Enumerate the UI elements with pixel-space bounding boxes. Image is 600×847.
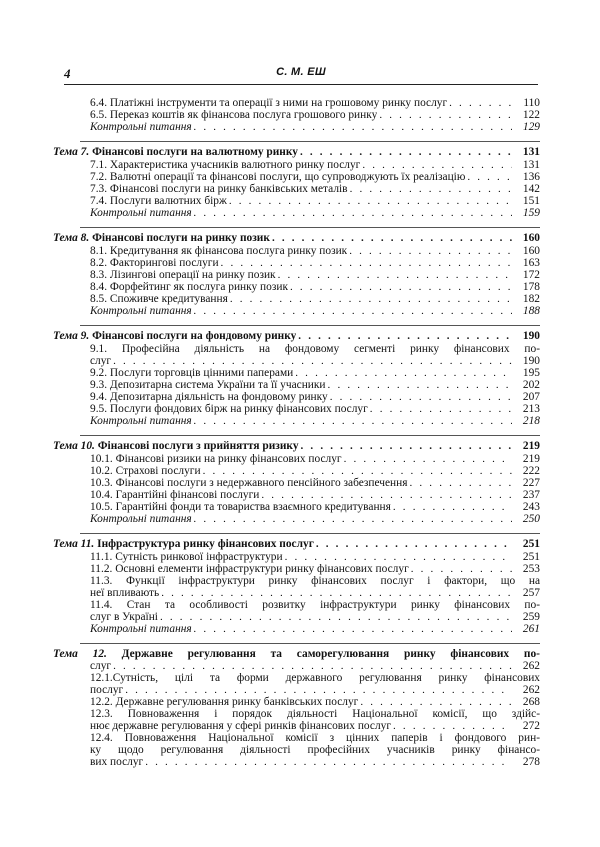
dot-leader (194, 415, 512, 427)
toc-page-number: 262 (522, 660, 540, 672)
toc-entry-title (53, 440, 299, 452)
toc-entry-title (90, 367, 293, 379)
toc-entry-title (53, 538, 314, 550)
toc-entry-title (90, 623, 192, 635)
toc-entry-text: 9.3. Депозитарна система України та її учасники (90, 379, 326, 391)
toc-entry-text: Інфраструктура ринку фінансових послуг (97, 538, 314, 550)
toc-chapter-block (53, 643, 540, 771)
toc-page-number: 261 (522, 623, 540, 635)
toc-section-entry[interactable] (80, 587, 540, 599)
toc-chapter-label: Тема 12. (53, 648, 107, 660)
toc-entry-title (90, 305, 192, 317)
dot-leader (113, 660, 512, 672)
toc-entry-text: Фінансові послуги на валютному ринку (92, 146, 298, 158)
toc-page-number: 190 (522, 330, 540, 342)
toc-page-number: 222 (522, 465, 540, 477)
toc-chapter-block (53, 325, 540, 430)
toc-entry-text: 8.1. Кредитування як фінансова послуга ринку позик (90, 245, 348, 257)
toc-section-entry[interactable] (80, 281, 540, 293)
toc-entry-text: слуг (90, 355, 112, 367)
toc-entry-text: 9.1. Професійна діяльність на фондовому сегменті ринку фінансових по- (90, 343, 540, 355)
toc-entry-line (80, 575, 540, 587)
toc-page-number: 172 (522, 269, 540, 281)
dot-leader (467, 171, 512, 183)
toc-page-number: 251 (522, 538, 540, 550)
dot-leader (221, 257, 512, 269)
toc-entry-text: 11.2. Основні елементи інфраструктури ринку фінансових послуг (90, 563, 409, 575)
dot-leader (360, 696, 512, 708)
dot-leader (298, 330, 512, 342)
toc-entry-text: 11.3. Функції інфраструктури ринку фінансових послуг і фактори, що на (90, 575, 540, 587)
toc-page-number: 129 (522, 121, 540, 133)
toc-chapter-entry[interactable] (53, 440, 540, 452)
toc-chapter-entry[interactable] (53, 232, 540, 244)
toc-entry-text: 8.4. Форфейтинг як послуга ринку позик (90, 281, 288, 293)
dot-leader (370, 403, 512, 415)
toc-entry-text: 7.2. Валютні операції та фінансові послуги, що супроводжують їх реалізацію (90, 171, 466, 183)
toc-page-number: 259 (522, 611, 540, 623)
toc-entry-title (90, 453, 342, 465)
page-number: 4 (64, 66, 71, 81)
dot-leader (145, 756, 512, 768)
toc-page-number: 218 (522, 415, 540, 427)
toc-entry-text: 10.4. Гарантійні фінансові послуги (90, 489, 260, 501)
toc-entry-text: 6.5. Переказ коштів як фінансова послуга грошового ринку (90, 109, 378, 121)
toc-entry-title (53, 330, 296, 342)
toc-entry-title (90, 281, 288, 293)
toc-entry-text: Фінансові послуги на ринку позик (92, 232, 270, 244)
toc-section-entry[interactable] (80, 183, 540, 195)
dot-leader (350, 183, 512, 195)
toc-entry-title (90, 551, 283, 563)
toc-section-entry[interactable] (80, 403, 540, 415)
toc-section-entry[interactable] (80, 501, 540, 513)
dot-leader (290, 281, 512, 293)
toc-entry-text: Контрольні питання (90, 513, 192, 525)
toc-section-entry[interactable] (80, 489, 540, 501)
toc-chapter-title (53, 648, 540, 660)
toc-page-number: 131 (522, 159, 540, 171)
dot-leader (301, 440, 512, 452)
toc-entry-text: 11.1. Сутність ринкової інфраструктури (90, 551, 283, 563)
dot-leader (316, 538, 512, 550)
dot-leader (194, 513, 512, 525)
dot-leader (272, 232, 512, 244)
toc-entry-title (90, 97, 447, 109)
toc-section-entry[interactable] (80, 696, 540, 708)
toc-page-number: 122 (522, 109, 540, 121)
toc-chapter-label: Тема 8. (53, 232, 90, 244)
toc-review-questions-entry[interactable] (80, 513, 540, 525)
toc-entry-text: Фінансові послуги з прийняття ризику (97, 440, 299, 452)
toc-entry-text: 10.2. Страхові послуги (90, 465, 201, 477)
toc-page-number: 190 (522, 355, 540, 367)
toc-section-entry[interactable] (80, 293, 540, 305)
toc-entry-text: 11.4. Стан та особливості розвитку інфраструктури ринку фінансових по- (90, 599, 540, 611)
toc-section-entry[interactable] (80, 171, 540, 183)
toc-chapter-block (53, 141, 540, 222)
toc-entry-title (90, 403, 368, 415)
toc-entry-text: Контрольні питання (90, 305, 192, 317)
toc-entry-text: 8.5. Споживче кредитування (90, 293, 228, 305)
toc-entry-text: 7.4. Послуги валютних бірж (90, 195, 227, 207)
toc-page-number: 250 (522, 513, 540, 525)
dot-leader (300, 146, 512, 158)
dot-leader (393, 501, 512, 513)
toc-section-entry[interactable] (80, 355, 540, 367)
toc-entry-text: 12.3. Повноваження і порядок діяльності Національної комісії, що здійс- (90, 708, 540, 720)
toc-section-entry[interactable] (80, 477, 540, 489)
dot-leader (194, 207, 512, 219)
toc-entry-title (90, 257, 219, 269)
toc-page-number: 237 (522, 489, 540, 501)
toc-chapter-label: Тема 11. (53, 538, 95, 550)
toc-entry-line (80, 732, 540, 744)
toc-entry-text: Державне регулювання та саморегулювання ринку фінансових по- (121, 648, 540, 660)
toc-entry-text: 9.2. Послуги торговців цінними паперами (90, 367, 294, 379)
toc-entry-title (90, 489, 259, 501)
dot-leader (261, 489, 512, 501)
toc-section-entry[interactable] (80, 391, 540, 403)
dot-leader (379, 109, 512, 121)
toc-entry-title (90, 696, 358, 708)
toc-page-number: 159 (522, 207, 540, 219)
toc-entry-text: ку щодо регулювання діяльності професійних учасників ринку фінансо- (90, 744, 540, 756)
toc-page-number: 131 (522, 146, 540, 158)
toc-entry-text: Контрольні питання (90, 415, 192, 427)
toc-page-number: 136 (522, 171, 540, 183)
toc-page-number: 178 (522, 281, 540, 293)
toc-entry-title (90, 159, 360, 171)
toc-entry-title (90, 195, 227, 207)
toc-chapter-entry[interactable] (53, 146, 540, 158)
toc-section-entry[interactable] (80, 245, 540, 257)
toc-entry-title (90, 121, 192, 133)
toc-chapter-entry[interactable] (53, 330, 540, 342)
toc-page-number: 213 (522, 403, 540, 415)
dot-leader (194, 305, 512, 317)
toc-entry-line (80, 672, 540, 684)
dot-leader (349, 245, 512, 257)
toc-entry-text: 10.1. Фінансові ризики на ринку фінансових послуг (90, 453, 342, 465)
toc-entry-title (90, 587, 159, 599)
toc-review-questions-entry[interactable] (80, 623, 540, 635)
running-head-author: С. М. ЕШ (276, 66, 326, 78)
toc-entry-line (80, 708, 540, 720)
toc-review-questions-entry[interactable] (80, 305, 540, 317)
dot-leader (393, 720, 512, 732)
dot-leader (125, 684, 512, 696)
toc-entry-title (90, 611, 158, 623)
toc-section-entry[interactable] (80, 195, 540, 207)
toc-page-number: 219 (522, 440, 540, 452)
toc-entry-title (90, 501, 391, 513)
toc-entry-title (90, 379, 326, 391)
dot-leader (285, 551, 512, 563)
toc-page-number: 257 (522, 587, 540, 599)
toc-page-number: 243 (522, 501, 540, 513)
toc-entry-text: 6.4. Платіжні інструменти та операції з ними на грошовому ринку послуг (90, 97, 448, 109)
toc-entry-text: 8.2. Факторингові послуги (90, 257, 219, 269)
dot-leader (194, 121, 512, 133)
toc-review-questions-entry[interactable] (80, 415, 540, 427)
toc-entry-line (80, 599, 540, 611)
toc-entry-text: послуг (90, 684, 124, 696)
toc-entry-title (90, 293, 228, 305)
toc-entry-text: 10.5. Гарантійні фонди та товариства взаємного кредитування (90, 501, 391, 513)
toc-page-number: 110 (523, 97, 540, 109)
toc-entry-title (90, 660, 111, 672)
toc-entry-title (90, 391, 328, 403)
dot-leader (344, 453, 512, 465)
toc-entry-title (90, 684, 123, 696)
dot-leader (160, 611, 512, 623)
toc-entry-text: 12.1.Сутність, цілі та форми державного регулювання ринку фінансових (90, 672, 540, 684)
toc-section-entry[interactable] (80, 97, 540, 109)
toc-page-number: 182 (522, 293, 540, 305)
toc-review-questions-entry[interactable] (80, 207, 540, 219)
toc-section-entry[interactable] (80, 109, 540, 121)
toc-section-entry[interactable] (80, 269, 540, 281)
toc-entry-title (53, 146, 298, 158)
toc-entry-text: 9.5. Послуги фондових бірж на ринку фінансових послуг (90, 403, 368, 415)
toc-chapter-label: Тема 7. (53, 146, 90, 158)
toc-entry-title (90, 245, 347, 257)
toc-page-number: 202 (522, 379, 540, 391)
dot-leader (278, 269, 512, 281)
toc-section-entry[interactable] (80, 611, 540, 623)
toc-entry-title (53, 232, 270, 244)
toc-chapter-block (53, 533, 540, 638)
toc-entry-text: Контрольні питання (90, 623, 192, 635)
toc-chapter-label: Тема 10. (53, 440, 95, 452)
toc-page-number: 262 (522, 684, 540, 696)
toc-chapter-block (53, 435, 540, 528)
toc-section-entry[interactable] (80, 465, 540, 477)
toc-entry-text: 7.1. Характеристика учасників валютного ринку послуг (90, 159, 361, 171)
toc-page-number: 195 (522, 367, 540, 379)
toc-entry-text: слуг (90, 660, 112, 672)
toc-entry-title (90, 465, 201, 477)
toc-section-entry[interactable] (80, 660, 540, 672)
toc-page-number: 278 (522, 756, 540, 768)
dot-leader (330, 391, 512, 403)
toc-entry-line (80, 343, 540, 355)
dot-leader (113, 355, 512, 367)
dot-leader (410, 477, 513, 489)
toc-entry-title (90, 269, 276, 281)
toc-section-entry[interactable] (80, 257, 540, 269)
dot-leader (295, 367, 512, 379)
toc-entry-text: 10.3. Фінансові послуги з недержавного пенсійного забезпечення (90, 477, 408, 489)
toc-entry-text: Контрольні питання (90, 121, 192, 133)
toc-page-number: 268 (522, 696, 540, 708)
toc-page-number: 207 (522, 391, 540, 403)
toc-page-number: 142 (522, 183, 540, 195)
toc-entry-text: вих послуг (90, 756, 144, 768)
dot-leader (328, 379, 512, 391)
toc-entry-text: Контрольні питання (90, 207, 192, 219)
toc-entry-title (90, 513, 192, 525)
running-header (64, 66, 538, 85)
toc-page-number: 160 (522, 245, 540, 257)
toc-chapter-entry[interactable] (53, 538, 540, 550)
toc-section-entry[interactable] (80, 551, 540, 563)
dot-leader (161, 587, 512, 599)
toc-page-number: 151 (522, 195, 540, 207)
toc-entry-text: Фінансові послуги на фондовому ринку (92, 330, 297, 342)
toc-review-questions-entry[interactable] (80, 121, 540, 133)
toc-page-number: 251 (522, 551, 540, 563)
toc-entry-title (90, 183, 348, 195)
toc-chapter-label: Тема 9. (53, 330, 90, 342)
dot-leader (411, 563, 512, 575)
toc-entry-text: нює державне регулювання у сфері ринків фінансових послуг (90, 720, 392, 732)
toc-page-number: 272 (522, 720, 540, 732)
toc-entry-title (90, 207, 192, 219)
toc-entry-text: неї впливають (90, 587, 160, 599)
toc-entry-title (90, 720, 391, 732)
toc-section-entry[interactable] (80, 453, 540, 465)
toc-page-number: 227 (522, 477, 540, 489)
toc-page-number: 163 (522, 257, 540, 269)
dot-leader (229, 195, 512, 207)
dot-leader (362, 159, 512, 171)
toc-chapter-block (53, 227, 540, 320)
toc-chapter-block (80, 97, 540, 136)
toc-entry-title (90, 415, 192, 427)
table-of-contents (53, 97, 540, 771)
toc-entry-line (80, 744, 540, 756)
toc-entry-title (90, 563, 409, 575)
toc-section-entry[interactable] (80, 756, 540, 768)
toc-page-number: 160 (522, 232, 540, 244)
toc-entry-title (90, 171, 465, 183)
toc-entry-title (90, 756, 143, 768)
dot-leader (449, 97, 512, 109)
toc-section-entry[interactable] (80, 379, 540, 391)
toc-page-number: 219 (522, 453, 540, 465)
toc-entry-text: 12.2. Державне регулювання ринку банківських послуг (90, 696, 359, 708)
dot-leader (194, 623, 512, 635)
toc-entry-title (90, 109, 377, 121)
toc-entry-text: 9.4. Депозитарна діяльність на фондовому ринку (90, 391, 328, 403)
toc-entry-title (90, 355, 111, 367)
toc-entry-title (90, 477, 408, 489)
toc-entry-text: слуг в Україні (90, 611, 158, 623)
toc-section-entry[interactable] (80, 720, 540, 732)
toc-section-entry[interactable] (80, 159, 540, 171)
dot-leader (230, 293, 512, 305)
toc-entry-text: 8.3. Лізингові операції на ринку позик (90, 269, 276, 281)
toc-section-entry[interactable] (80, 367, 540, 379)
toc-section-entry[interactable] (80, 563, 540, 575)
toc-entry-text: 12.4. Повноваження Національної комісії з цінних паперів і фондового рин- (90, 732, 540, 744)
toc-section-entry[interactable] (80, 684, 540, 696)
toc-entry-text: 7.3. Фінансові послуги на ринку банківських металів (90, 183, 348, 195)
toc-page-number: 188 (522, 305, 540, 317)
dot-leader (203, 465, 512, 477)
toc-page-number: 253 (522, 563, 540, 575)
